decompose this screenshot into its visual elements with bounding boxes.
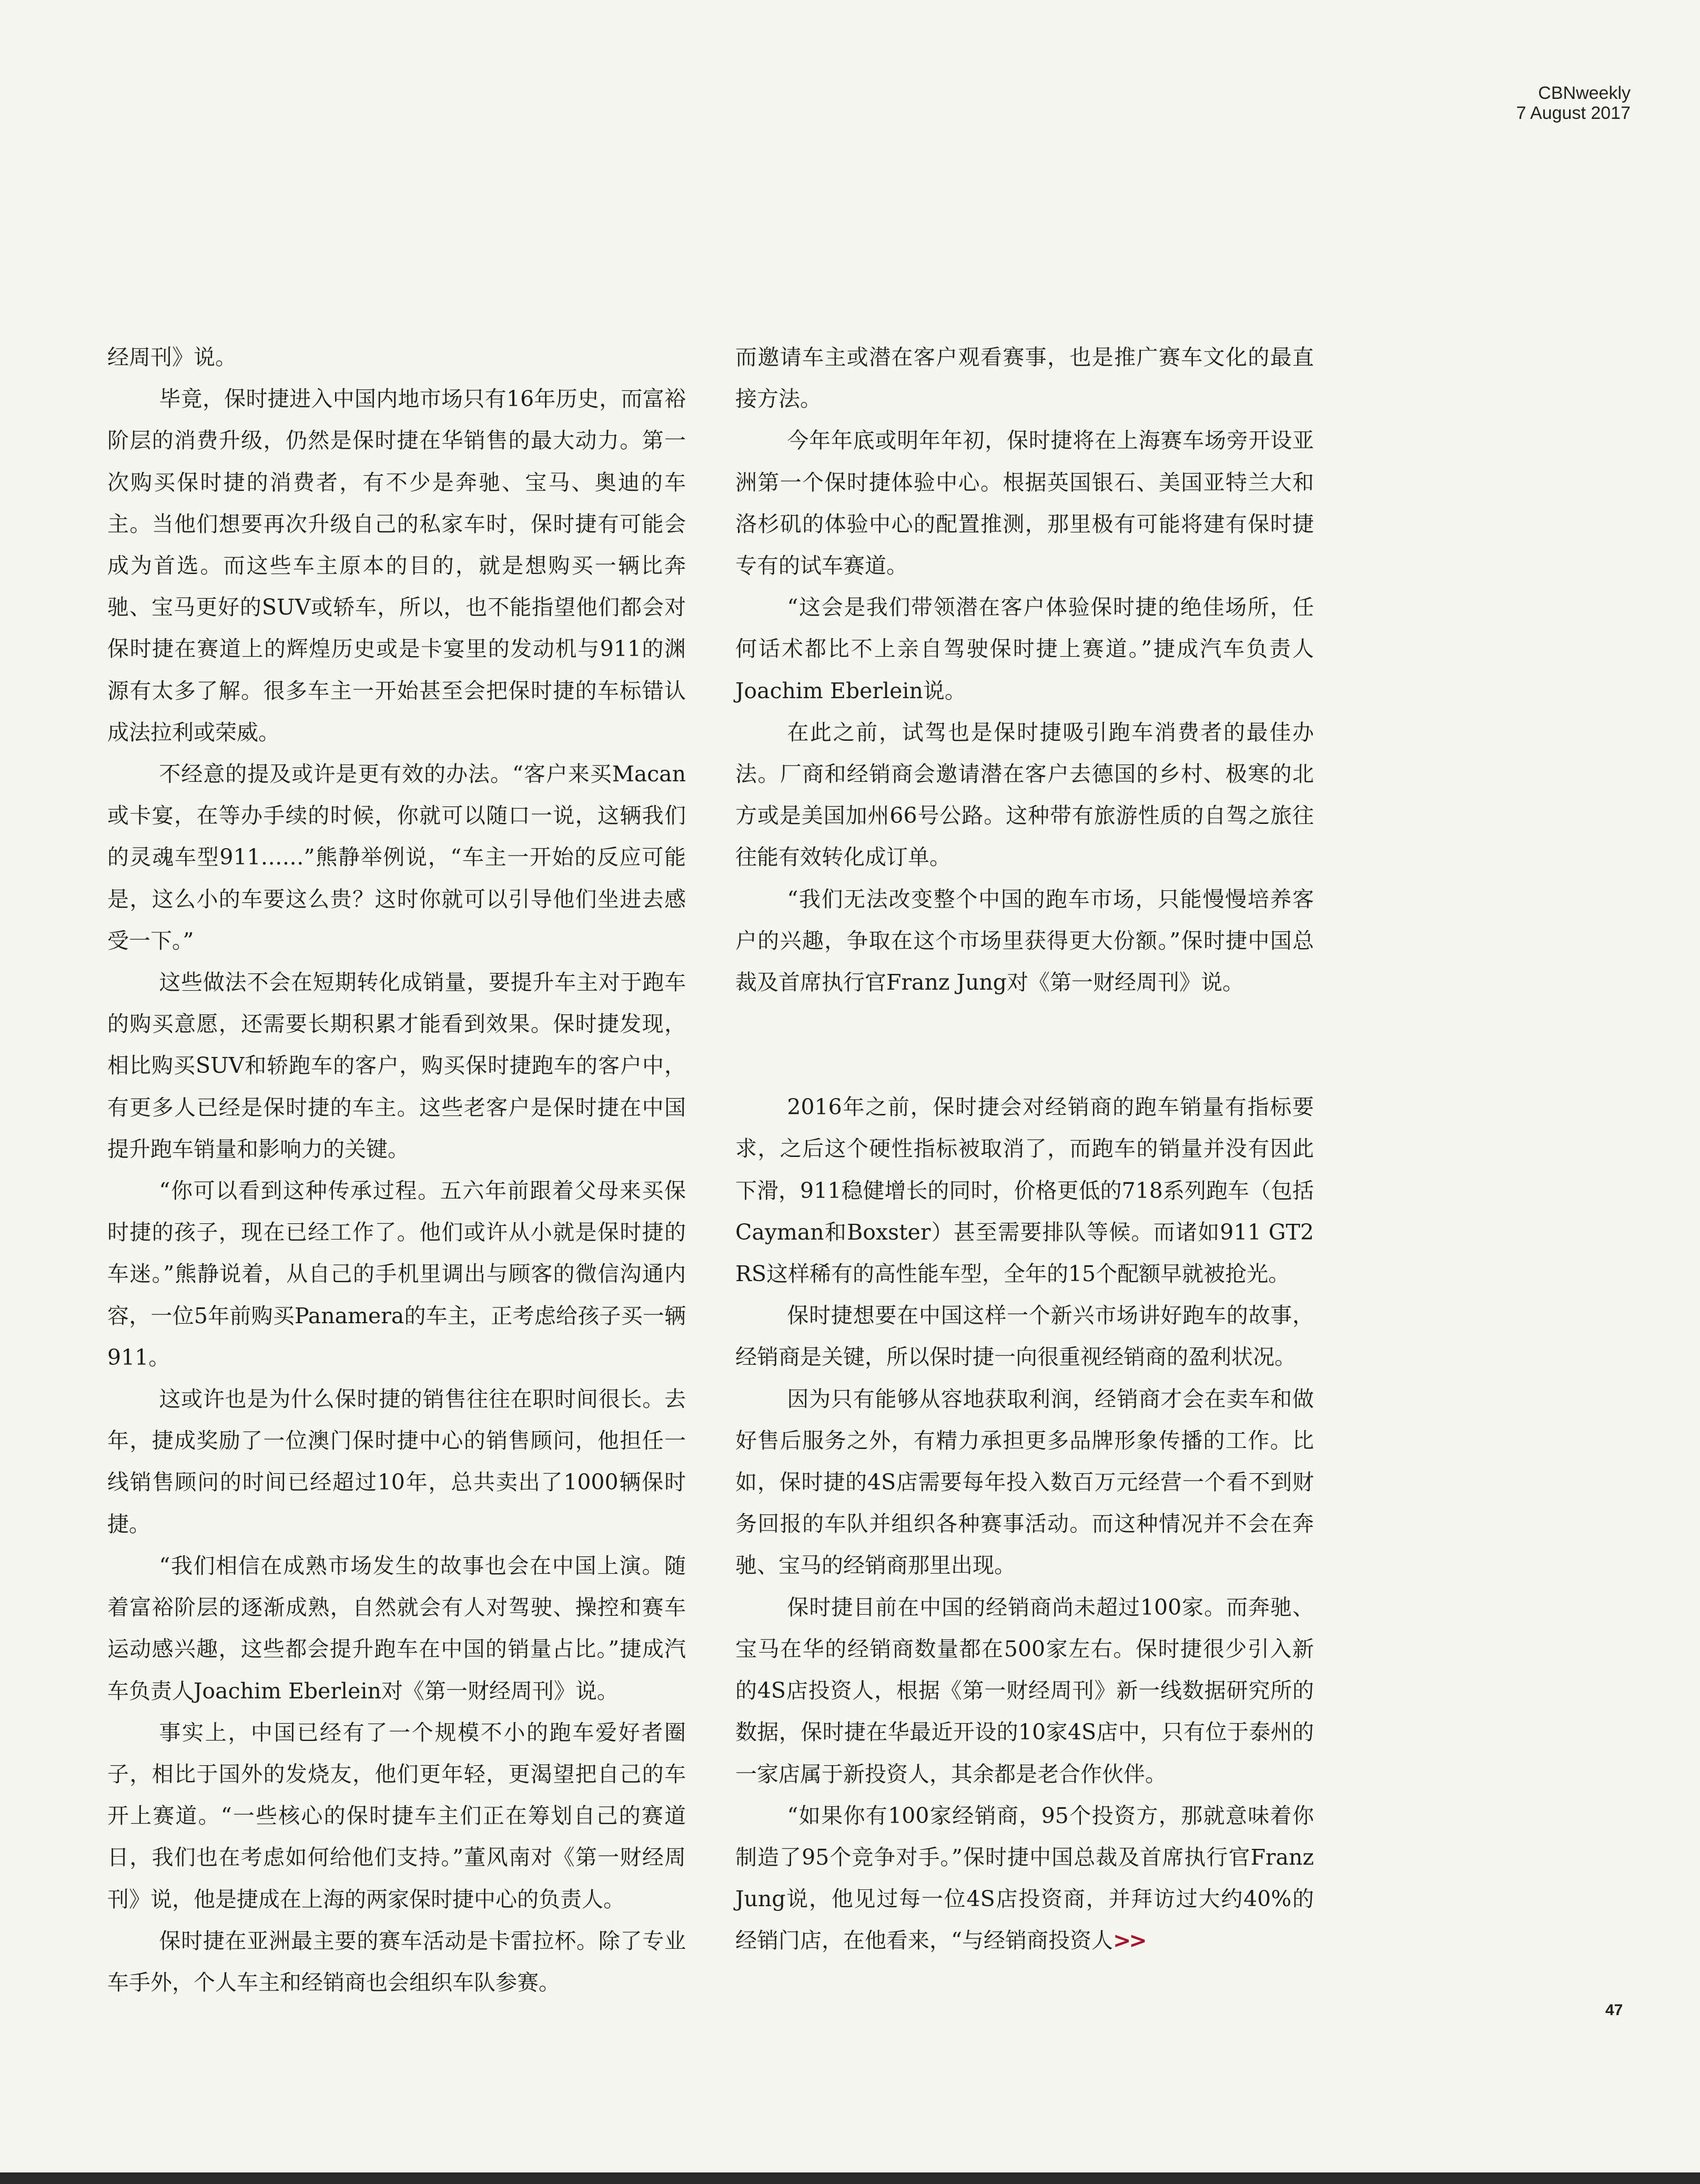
paragraph: 今年年底或明年年初，保时捷将在上海赛车场旁开设亚洲第一个保时捷体验中心。根据英国银石、美国亚特兰大和洛杉矶的体验中心的配置推测，那里极有可能将建有保时捷专有的试车赛道。 [735,428,1314,579]
paragraph-continued [735,1795,1314,1962]
bottom-rule [0,2172,1700,2184]
paragraph: 保时捷在亚洲最主要的赛车活动是卡雷拉杯。除了专业车手外，个人车主和经销商也会组织车队参赛。 [107,1928,686,1995]
right-column [735,337,1314,1962]
paragraph: 这或许也是为什么保时捷的销售往往在职时间很长。去年，捷成奖励了一位澳门保时捷中心的销售顾问，他担任一线销售顾问的时间已经超过10年，总共卖出了1000辆保时捷。 [107,1386,686,1537]
paragraph: 保时捷目前在中国的经销商尚未超过100家。而奔驰、宝马在华的经销商数量都在500家左右。保时捷很少引入新的4S店投资人，根据《第一财经周刊》新一线数据研究所的数据，保时捷在华最近开设的10家4S店中，只有位于泰州的一家店属于新投资人，其余都是老合作伙伴。 [735,1594,1314,1787]
paragraph: 不经意的提及或许是更有效的办法。“客户来买Macan或卡宴，在等办手续的时候，你就可以随口一说，这辆我们的灵魂车型911……”熊静举例说，“车主一开始的反应可能是，这么小的车要这么贵？这时你就可以引导他们坐进去感受一下。” [107,761,686,953]
paragraph: 在此之前，试驾也是保时捷吸引跑车消费者的最佳办法。厂商和经销商会邀请潜在客户去德国的乡村、极寒的北方或是美国加州66号公路。这种带有旅游性质的自驾之旅往往能有效转化成订单。 [735,719,1314,870]
paragraph: 保时捷想要在中国这样一个新兴市场讲好跑车的故事，经销商是关键，所以保时捷一向很重视经销商的盈利状况。 [735,1303,1314,1370]
publication-name: CBNweekly [1538,83,1631,103]
paragraph: “你可以看到这种传承过程。五六年前跟着父母来买保时捷的孩子，现在已经工作了。他们或许从小就是保时捷的车迷。”熊静说着，从自己的手机里调出与顾客的微信沟通内容，一位5年前购买Panamera的车主，正考虑给孩子买一辆911。 [107,1178,686,1370]
paragraph: 经周刊》说。 [107,345,237,370]
issue-date: 7 August 2017 [1516,103,1631,123]
page-number: 47 [1605,2001,1623,2019]
paragraph: 而邀请车主或潜在客户观看赛事，也是推广赛车文化的最直接方法。 [735,345,1314,412]
left-column [107,337,686,2004]
paragraph: 毕竟，保时捷进入中国内地市场只有16年历史，而富裕阶层的消费升级，仍然是保时捷在华销售的最大动力。第一次购买保时捷的消费者，有不少是奔驰、宝马、奥迪的车主。当他们想要再次升级自己的私家车时，保时捷有可能会成为首选。而这些车主原本的目的，就是想购买一辆比奔驰、宝马更好的SUV或轿车，所以，也不能指望他们都会对保时捷在赛道上的辉煌历史或是卡宴里的发动机与911的渊源有太多了解。很多车主一开始甚至会把保时捷的车标错认成法拉利或荣威。 [107,386,686,745]
continue-arrow-icon: >> [1112,1928,1145,1954]
paragraph: 事实上，中国已经有了一个规模不小的跑车爱好者圈子，相比于国外的发烧友，他们更年轻，更渴望把自己的车开上赛道。“一些核心的保时捷车主们正在筹划自己的赛道日，我们也在考虑如何给他们支持。”董风南对《第一财经周刊》说，他是捷成在上海的两家保时捷中心的负责人。 [107,1719,686,1912]
paragraph: 2016年之前，保时捷会对经销商的跑车销量有指标要求，之后这个硬性指标被取消了，而跑车的销量并没有因此下滑，911稳健增长的同时，价格更低的718系列跑车（包括Cayman和Boxster）甚至需要排队等候。而诸如911 GT2 RS这样稀有的高性能车型，全年的15个配额早就被抢光。 [735,1094,1314,1287]
masthead [1516,83,1631,123]
paragraph: “我们无法改变整个中国的跑车市场，只能慢慢培养客户的兴趣，争取在这个市场里获得更大份额。”保时捷中国总裁及首席执行官Franz Jung对《第一财经周刊》说。 [735,886,1314,995]
paragraph: “这会是我们带领潜在客户体验保时捷的绝佳场所，任何话术都比不上亲自驾驶保时捷上赛道。”捷成汽车负责人Joachim Eberlein说。 [735,595,1314,703]
paragraph-text: “如果你有100家经销商，95个投资方，那就意味着你制造了95个竞争对手。”保时捷中国总裁及首席执行官Franz Jung说，他见过每一位4S店投资商，并拜访过大约40%的经销门店，在他看来，“与经销商投资人 [735,1803,1314,1954]
paragraph: “我们相信在成熟市场发生的故事也会在中国上演。随着富裕阶层的逐渐成熟，自然就会有人对驾驶、操控和赛车运动感兴趣，这些都会提升跑车在中国的销量占比。”捷成汽车负责人Joachim Eberlein对《第一财经周刊》说。 [107,1553,686,1704]
paragraph: 因为只有能够从容地获取利润，经销商才会在卖车和做好售后服务之外，有精力承担更多品牌形象传播的工作。比如，保时捷的4S店需要每年投入数百万元经营一个看不到财务回报的车队并组织各种赛事活动。而这种情况并不会在奔驰、宝马的经销商那里出现。 [735,1386,1314,1578]
paragraph: 这些做法不会在短期转化成销量，要提升车主对于跑车的购买意愿，还需要长期积累才能看到效果。保时捷发现，相比购买SUV和轿跑车的客户，购买保时捷跑车的客户中，有更多人已经是保时捷的车主。这些老客户是保时捷在中国提升跑车销量和影响力的关键。 [107,970,686,1162]
